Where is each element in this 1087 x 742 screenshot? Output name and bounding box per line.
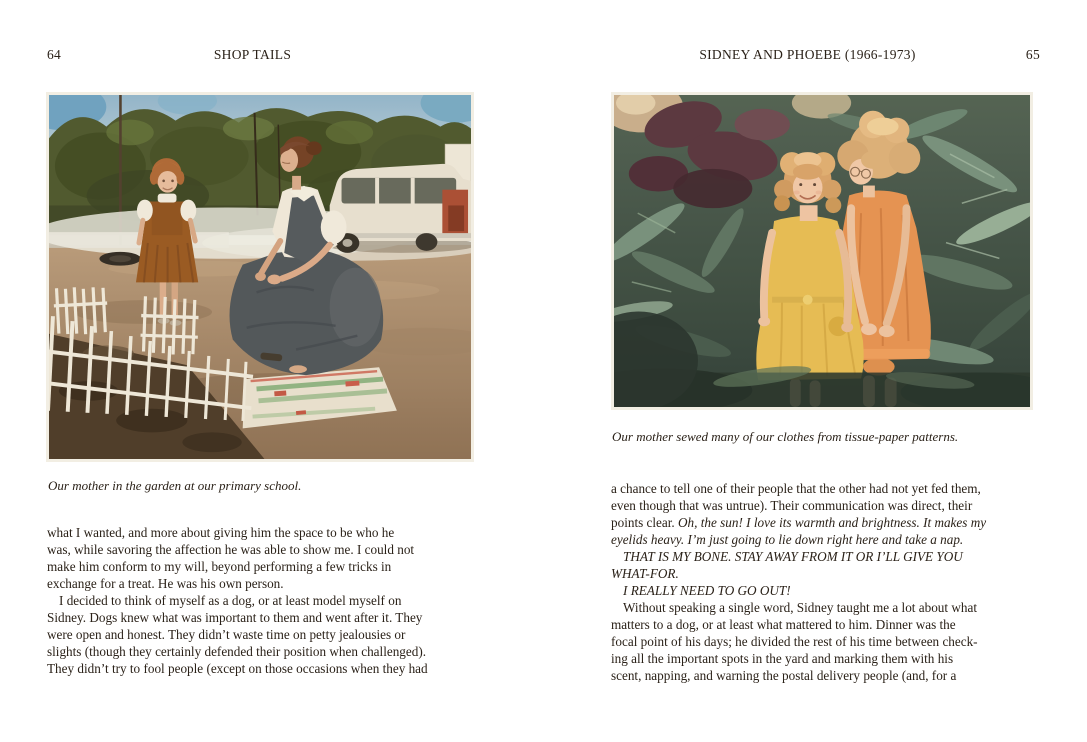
left-page-body: [47, 524, 507, 677]
text-line: points clear. Oh, the sun! I love its warmth and brightness. It makes my: [611, 515, 987, 530]
left-photo-illustration: [49, 95, 471, 459]
text-line: ing all the important spots in the yard and marking them with his: [611, 651, 954, 666]
left-photo: [46, 92, 474, 462]
right-page-number: 65: [1025, 47, 1040, 62]
paragraph: [611, 582, 1071, 599]
text-line: exchange for a treat. He was his own person.: [47, 576, 284, 591]
right-photo: [611, 92, 1033, 410]
text-line: were open and honest. They didn’t waste time on petty jealousies or: [47, 627, 406, 642]
text-line: a chance to tell one of their people that the other had not yet fed them,: [611, 481, 981, 496]
text-line: Sidney. Dogs knew what was important to them and went after it. They: [47, 610, 423, 625]
text-line: what I wanted, and more about giving him the space to be who he: [47, 525, 395, 540]
paragraph: [611, 480, 1071, 548]
text-line: I decided to think of myself as a dog, or at least model myself on: [59, 593, 402, 608]
text-line: slights (though they certainly defended their position when challenged).: [47, 644, 427, 659]
text-line: Without speaking a single word, Sidney taught me a lot about what: [623, 600, 978, 615]
text-line: even though that was untrue). Their communication was direct, their: [611, 498, 973, 513]
text-line: matters to a dog, or at least what mattered to him. Dinner was the: [611, 617, 956, 632]
left-page-number: 64: [47, 47, 62, 62]
text-line: make him conform to my will, beyond performing a few tricks in: [47, 559, 392, 574]
left-running-head: [47, 47, 474, 64]
text-line: I REALLY NEED TO GO OUT!: [623, 583, 791, 598]
text-line: was, while savoring the affection he was able to show me. I could not: [47, 542, 415, 557]
paragraph: [611, 548, 1071, 582]
right-photo-caption: Our mother sewed many of our clothes from tissue-paper patterns.: [612, 429, 959, 444]
text-line: scent, napping, and warning the postal delivery people (and, for a: [611, 668, 957, 683]
text-line: eyelids heavy. I’m just going to lie down right here and take a nap.: [611, 532, 964, 547]
paragraph: [47, 592, 507, 677]
paragraph: [47, 524, 507, 592]
right-page-body: [611, 480, 1071, 684]
text-line: They didn’t try to fool people (except on those occasions when they had: [47, 661, 428, 676]
text-line: focal point of his days; he divided the rest of his time between check-: [611, 634, 978, 649]
right-photo-illustration: [614, 95, 1030, 407]
right-running-header-title: SIDNEY AND PHOEBE (1966-1973): [699, 47, 916, 62]
left-photo-caption: Our mother in the garden at our primary school.: [48, 478, 302, 493]
text-line: WHAT-FOR.: [611, 566, 679, 581]
paragraph: [611, 599, 1071, 684]
text-line: THAT IS MY BONE. STAY AWAY FROM IT OR I’LL GIVE YOU: [623, 549, 963, 564]
left-running-header-title: SHOP TAILS: [213, 47, 292, 62]
right-running-head: [611, 47, 1040, 64]
